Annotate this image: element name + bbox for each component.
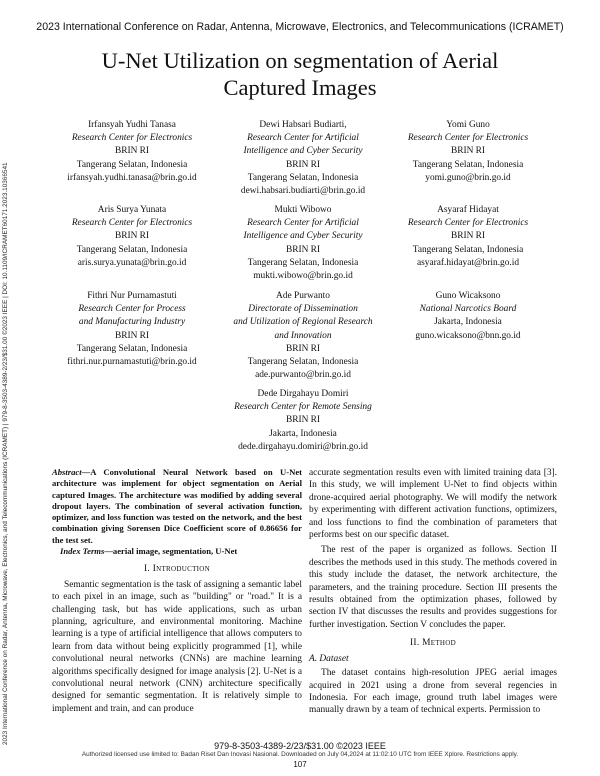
index-terms-label: Index Terms (60, 546, 105, 557)
author-card (203, 388, 403, 454)
author-name: Yomi Guno (446, 120, 490, 130)
author-affiliation-line: and Utilization of Regional Research (233, 317, 373, 328)
author-city: Jakarta, Indonesia (269, 428, 337, 439)
author-organization: BRIN RI (114, 146, 150, 157)
author-name: Dewi Habsari Budiarti, (259, 120, 347, 130)
author-email: fithri.nur.purnamastuti@brin.go.id (67, 357, 197, 368)
author-email: dewi.habsari.budiarti@brin.go.id (240, 186, 366, 197)
author-email: aris.surya.yunata@brin.go.id (77, 257, 187, 268)
section-heading-introduction: I. Introduction (144, 564, 210, 575)
author-organization: BRIN RI (285, 159, 321, 170)
author-name: Guno Wicaksono (435, 291, 501, 301)
author-affiliation-line: Intelligence and Cyber Security (243, 146, 363, 157)
author-affiliation (32, 217, 232, 230)
author-affiliation-line: Research Center for Electronics (407, 133, 529, 144)
intro-paragraph-2: accurate segmentation results even with limited training data [3]. In this study, we will implement U-Net to find objects within drone-acquired aerial photography. We will modify the network by experimenting with different activation functions, optimizers, and loss functions to find the combination of parameters that performs best on our specific dataset. (309, 468, 557, 541)
author-organization: BRIN RI (450, 146, 486, 157)
author-city: Tangerang Selatan, Indonesia (247, 172, 359, 183)
author-card (368, 119, 568, 185)
author-affiliation-line: National Narcotics Board (419, 304, 517, 315)
author-city: Tangerang Selatan, Indonesia (412, 244, 524, 255)
author-card (368, 204, 568, 270)
dataset-paragraph-1: The dataset contains high-resolution JPEG aerial images acquired in 2021 using a drone from several regencies in Indonesia. For each image, ground truth label images were manually drawn by a team of technical experts. Permission to (309, 668, 557, 716)
author-city: Tangerang Selatan, Indonesia (412, 159, 524, 170)
author-affiliation-line: and Manufacturing Industry (78, 317, 186, 328)
abstract (52, 467, 302, 546)
author-city: Tangerang Selatan, Indonesia (76, 159, 188, 170)
author-organization: BRIN RI (114, 231, 150, 242)
side-doi-text: 2023 International Conference on Radar, Antenna, Microwave, Electronics, and Telecommunications (ICRAMET) | 979-8-3503-4389-2/23/$31.00 ©2023 IEEE | DOI: 10.1109/ICRAMET60171.2023.10366541 (2, 162, 9, 745)
abstract-text: —A Convolutional Neural Network based on U-Net architecture was implement for object segmentation on Aerial captured Images. The architecture was modified by adding several dropout layers. The combination of several activation function, optimizer, and loss function was tested on the network, and the best combination giving Sorensen Dice Coefficient score of 0.86656 for the test set. (52, 467, 302, 545)
author-organization: BRIN RI (450, 231, 486, 242)
author-email: yomi.guno@brin.go.id (425, 172, 511, 183)
author-email: mukti.wibowo@brin.go.id (253, 271, 353, 282)
author-city: Tangerang Selatan, Indonesia (76, 343, 188, 354)
author-card (32, 119, 232, 185)
author-name: Ade Purwanto (276, 291, 330, 301)
author-card (32, 290, 232, 369)
section-heading-method: II. Method (410, 638, 456, 649)
author-email: dede.dirgahayu.domiri@brin.go.id (238, 441, 368, 452)
subsection-heading-dataset: A. Dataset (309, 653, 349, 664)
author-affiliation-line: Research Center for Electronics (71, 133, 193, 144)
author-name: Fithri Nur Purnamastuti (87, 291, 177, 301)
author-affiliation-line: Research Center for Electronics (407, 218, 529, 229)
author-organization: BRIN RI (114, 330, 150, 341)
author-affiliation-line: Research Center for Artificial (247, 133, 359, 144)
author-organization: BRIN RI (285, 343, 321, 354)
author-affiliation-line: and Innovation (274, 330, 332, 341)
author-email: irfansyah.yudhi.tanasa@brin.go.id (67, 172, 197, 183)
author-affiliation-line: Intelligence and Cyber Security (243, 231, 363, 242)
author-card (368, 290, 568, 343)
author-city: Jakarta, Indonesia (434, 317, 502, 328)
author-affiliation-line: Research Center for Remote Sensing (234, 402, 372, 413)
author-name: Irfansyah Yudhi Tanasa (88, 120, 176, 130)
author-city: Tangerang Selatan, Indonesia (76, 244, 188, 255)
author-email: asyaraf.hidayat@brin.go.id (416, 257, 520, 268)
author-name: Dede Dirgahayu Domiri (257, 389, 349, 399)
author-organization: BRIN RI (285, 415, 321, 426)
author-city: Tangerang Selatan, Indonesia (247, 357, 359, 368)
author-affiliation (32, 303, 232, 329)
index-terms-text: —aerial image, segmentation, U-Net (104, 546, 238, 557)
author-affiliation-line: Research Center for Artificial (247, 218, 359, 229)
index-terms (52, 546, 302, 557)
author-affiliation (368, 217, 568, 230)
author-organization: BRIN RI (285, 244, 321, 255)
author-card (32, 204, 232, 270)
page-number: 107 (293, 760, 307, 769)
author-email: guno.wicaksono@bnn.go.id (415, 330, 521, 341)
author-email: ade.purwanto@brin.go.id (255, 370, 351, 381)
author-affiliation-line: Research Center for Process (78, 304, 186, 315)
author-affiliation-line: Directorate of Dissemination (248, 304, 358, 315)
author-name: Asyaraf Hidayat (437, 205, 499, 215)
footer-license: Authorized licensed use limited to: Badan Riset Dan Inovasi Nasional. Downloaded on July 04,2024 at 11:02:10 UTC from IEEE Xplore. Restrictions apply. (81, 751, 519, 758)
left-column (52, 467, 302, 715)
author-affiliation (203, 401, 403, 414)
author-city: Tangerang Selatan, Indonesia (247, 257, 359, 268)
author-affiliation (368, 132, 568, 145)
right-column (309, 467, 557, 717)
author-name: Aris Surya Yunata (97, 205, 167, 215)
intro-paragraph-3: The rest of the paper is organized as follows. Section II describes the methods used in this study. The methods covered in this study include the dataset, the network architecture, the parameters, and the training procedure. Section III presents the results obtained from the optimization phases, followed by section IV that discusses the results and provides suggestions for further investigation. Section V concludes the paper. (309, 545, 557, 630)
author-affiliation-line: Research Center for Electronics (71, 218, 193, 229)
footer-isbn: 979-8-3503-4389-2/23/$31.00 ©2023 IEEE (214, 741, 386, 751)
conference-header: 2023 International Conference on Radar, Antenna, Microwave, Electronics, and Telecommunications (ICRAMET) (36, 21, 564, 33)
author-affiliation (32, 132, 232, 145)
author-affiliation (368, 303, 568, 316)
abstract-label: Abstract (52, 467, 82, 477)
author-name: Mukti Wibowo (274, 205, 332, 215)
paper-title: U-Net Utilization on segmentation of Aerial Captured Images (101, 48, 499, 100)
intro-paragraph-1: Semantic segmentation is the task of assigning a semantic label to each pixel in an image, such as "building" or "road." It is a challenging task, but has wide applications, such as urban planning, agriculture, and environmental monitoring. Machine learning is a type of artificial intelligence that allows computers to learn from data without being explicitly programmed [1], while convolutional neural networks (CNNs) are machine learning algorithms specifically designed for image analysis [2]. U-Net is a convolutional neural network (CNN) architecture specifically designed for semantic segmentation. It is relatively simple to implement and train, and can produce (52, 579, 302, 714)
